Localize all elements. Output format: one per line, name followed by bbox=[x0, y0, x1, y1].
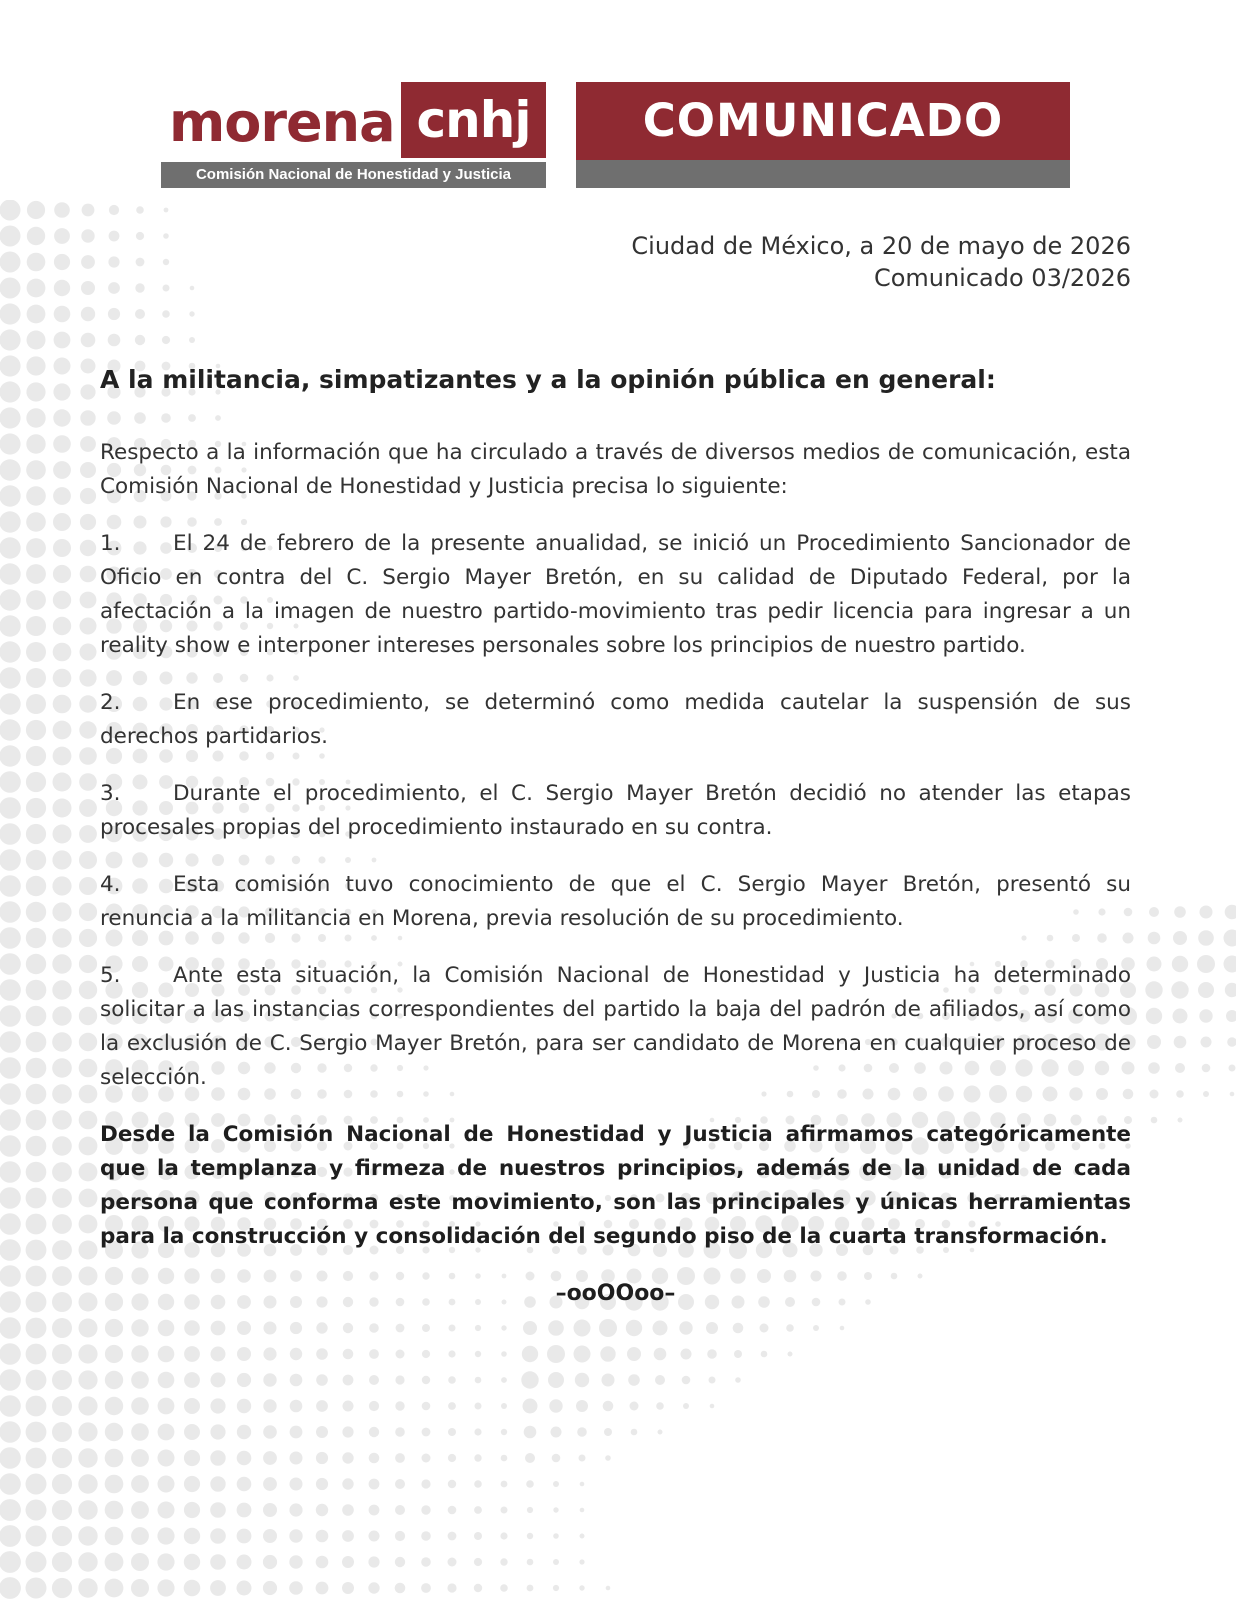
point-text: Ante esta situación, la Comisión Nacional de Honestidad y Justicia ha determinado solicitar a las instancias correspondientes del partido la baja del padrón de afiliados, así como la exclusión de C. Sergio Mayer Bretón, para ser candidato de Morena en cualquier proceso de selección. bbox=[100, 963, 1131, 1090]
point-item bbox=[100, 777, 1131, 845]
comunicado-banner bbox=[576, 82, 1070, 188]
logo-subtitle: Comisión Nacional de Honestidad y Justicia bbox=[161, 162, 546, 188]
closing-statement: Desde la Comisión Nacional de Honestidad y Justicia afirmamos categóricamente que la templanza y firmeza de nuestros principios, además de la unidad de cada persona que conforma este movimiento, son las principales y únicas herramientas para la construcción y consolidación del segundo piso de la cuarta transformación. bbox=[100, 1122, 1131, 1249]
point-text: Esta comisión tuvo conocimiento de que el C. Sergio Mayer Bretón, presentó su renuncia a la militancia en Morena, previa resolución de su procedimiento. bbox=[100, 872, 1131, 931]
point-number: 4. bbox=[100, 872, 121, 897]
banner-label: COMUNICADO bbox=[576, 82, 1070, 160]
logo-acronym-box: cnhj bbox=[401, 82, 546, 158]
communique-number: Comunicado 03/2026 bbox=[873, 264, 1131, 292]
intro-paragraph: Respecto a la información que ha circulado a través de diversos medios de comunicación, esta Comisión Nacional de Honestidad y Justicia precisa lo siguiente: bbox=[100, 440, 1131, 499]
point-item bbox=[100, 527, 1131, 663]
point-item bbox=[100, 868, 1131, 936]
point-number: 5. bbox=[100, 963, 121, 988]
point-item bbox=[100, 959, 1131, 1095]
point-number: 2. bbox=[100, 690, 121, 715]
point-text: Durante el procedimiento, el C. Sergio Mayer Bretón decidió no atender las etapas procesales propias del procedimiento instaurado en su contra. bbox=[100, 781, 1131, 840]
salutation-heading: A la militancia, simpatizantes y a la opinión pública en general: bbox=[100, 365, 996, 394]
point-number: 1. bbox=[100, 531, 121, 556]
point-text: En ese procedimiento, se determinó como medida cautelar la suspensión de sus derechos partidarios. bbox=[100, 690, 1131, 749]
document-body bbox=[100, 436, 1131, 1311]
point-item bbox=[100, 686, 1131, 754]
point-text: El 24 de febrero de la presente anualidad, se inició un Procedimiento Sancionador de Oficio en contra del C. Sergio Mayer Bretón, en su calidad de Diputado Federal, por la afectación a la imagen de nuestro partido-movimiento tras pedir licencia para ingresar a un reality show e interponer intereses personales sobre los principios de nuestro partido. bbox=[100, 531, 1131, 658]
date-line: Ciudad de México, a 20 de mayo de 2026 bbox=[631, 232, 1131, 260]
point-number: 3. bbox=[100, 781, 121, 806]
date-block bbox=[631, 230, 1131, 294]
morena-cnhj-logo bbox=[161, 82, 546, 188]
end-mark: –ooOOoo– bbox=[555, 1281, 676, 1306]
banner-grey-bar bbox=[576, 160, 1070, 188]
logo-word-morena: morena bbox=[169, 91, 395, 154]
